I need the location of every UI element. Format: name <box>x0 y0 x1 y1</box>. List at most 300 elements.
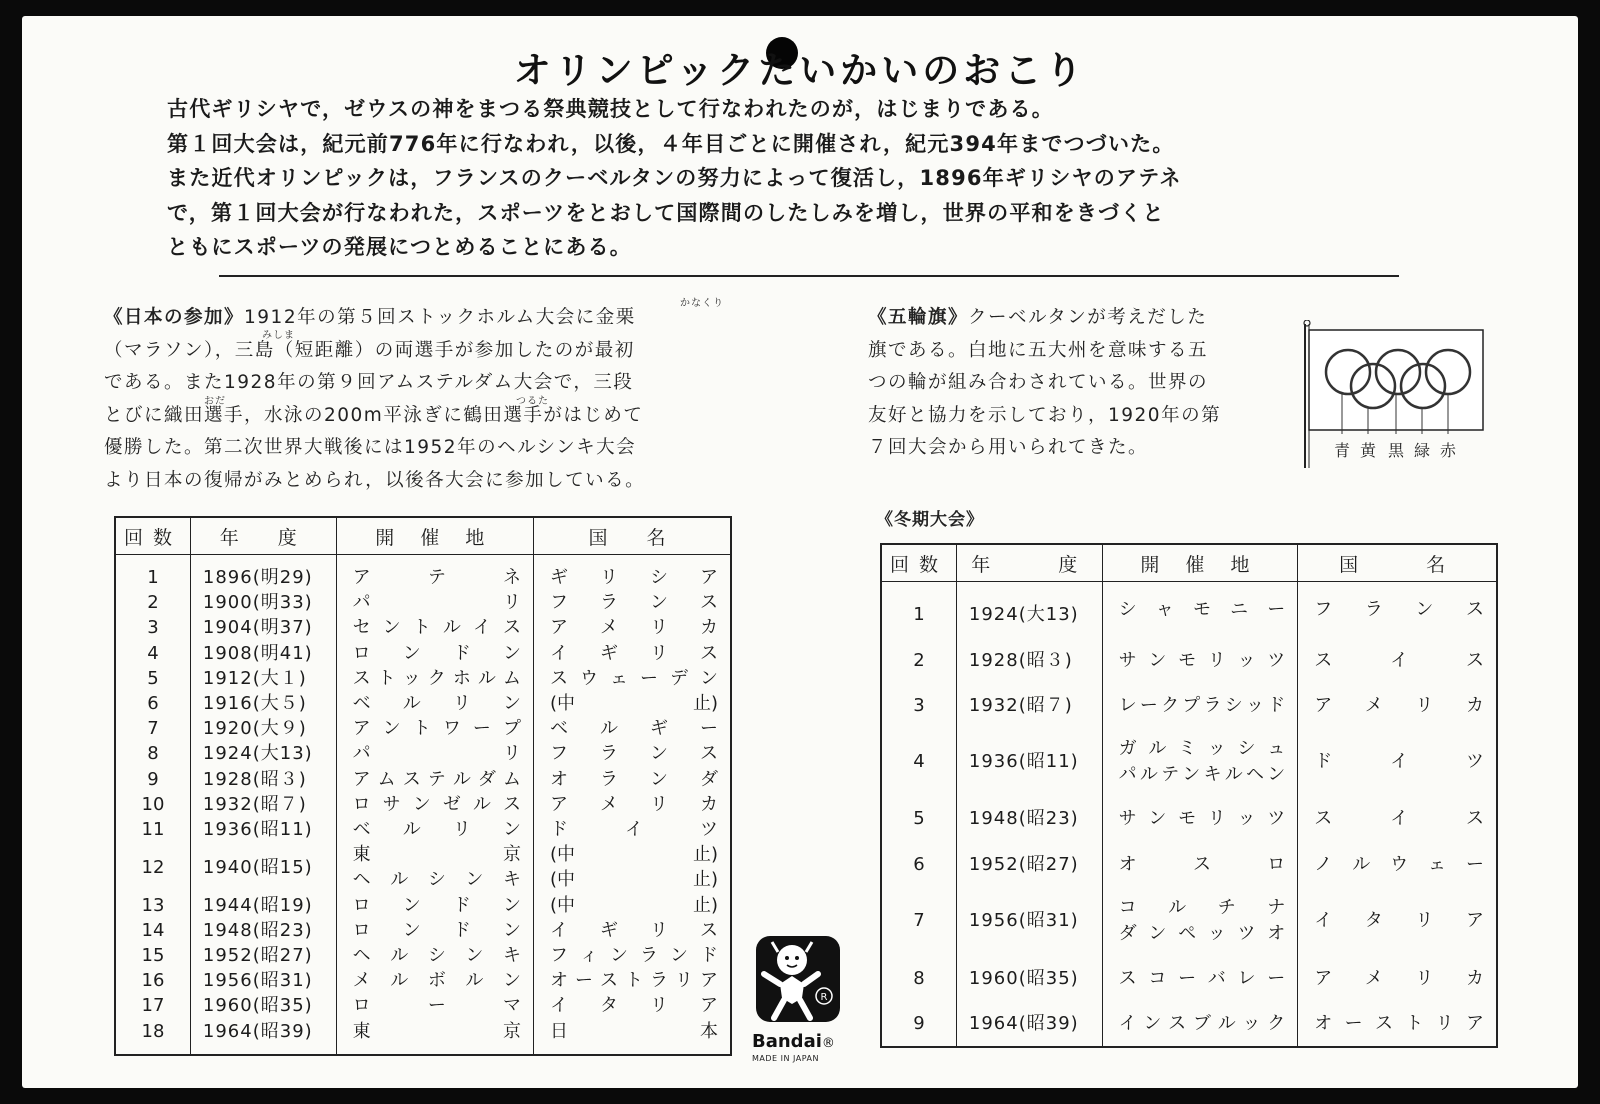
games-year <box>190 792 336 817</box>
char: ン <box>503 894 522 916</box>
char: リ <box>503 592 522 614</box>
char: ン <box>503 642 522 664</box>
games-number: 6 <box>115 691 190 716</box>
char: ル <box>1148 738 1167 759</box>
year-value: 1960 <box>202 995 253 1017</box>
char: ラ <box>600 743 619 765</box>
country-line <box>550 817 718 842</box>
char: ン <box>610 945 628 967</box>
char: ス <box>1465 599 1484 620</box>
char: ム <box>502 768 521 790</box>
host-city-cell <box>336 555 533 591</box>
host-city-cell <box>336 893 533 918</box>
winter-heading: 《冬期大会》 <box>876 510 984 530</box>
country-line <box>550 867 718 892</box>
char: リ <box>452 819 471 841</box>
host-city-line <box>353 1019 521 1044</box>
char: ア <box>352 567 371 588</box>
char: サ <box>1118 808 1137 829</box>
games-year <box>190 615 336 640</box>
char: ド <box>1267 694 1286 716</box>
country-cell <box>1298 582 1497 639</box>
country-line <box>550 565 718 590</box>
char: ッ <box>1237 808 1256 829</box>
games-number: 1 <box>115 555 190 591</box>
char: フ <box>550 743 569 765</box>
table-row <box>115 615 731 640</box>
year-value: 1900 <box>202 592 253 614</box>
char: イ <box>550 919 569 941</box>
header-country: 国 名 <box>1298 544 1497 582</box>
char: ダ <box>699 768 718 790</box>
games-number: 5 <box>115 666 190 691</box>
char: ニ <box>1230 599 1249 620</box>
char: ナ <box>1267 897 1286 918</box>
country-line <box>550 918 718 943</box>
games-number: 6 <box>881 842 956 887</box>
char: パ <box>352 743 371 765</box>
char: (中 <box>550 869 576 891</box>
country-line <box>550 943 718 968</box>
char: リ <box>650 642 668 664</box>
char: ア <box>699 970 718 992</box>
header-host-city: 開 催 地 <box>1102 544 1298 582</box>
games-number: 2 <box>115 590 190 615</box>
gorin-line: つの輪が組み合わされている。世界の <box>868 372 1209 393</box>
table-row <box>115 716 731 741</box>
country-cell <box>534 968 731 993</box>
era-value: (昭11) <box>252 819 313 841</box>
char: リ <box>1207 808 1226 829</box>
char: オ <box>1314 1013 1333 1034</box>
host-city-line <box>1119 1011 1286 1037</box>
char: バ <box>1207 967 1226 989</box>
char: ー <box>1139 694 1158 716</box>
country-cell <box>1298 796 1497 842</box>
char: 京 <box>503 1020 522 1042</box>
char: タ <box>600 995 619 1017</box>
char: フ <box>550 592 569 614</box>
table-row <box>115 641 731 666</box>
char: ギ <box>600 642 619 664</box>
era-value: (昭35) <box>252 995 313 1017</box>
char: フ <box>550 945 569 967</box>
host-city-line <box>353 817 521 842</box>
char: ス <box>1466 808 1484 829</box>
char: ア <box>699 995 718 1017</box>
char: シ <box>427 869 446 891</box>
char: ル <box>390 869 409 891</box>
char: ー <box>1267 599 1286 620</box>
char: リ <box>600 567 619 588</box>
char: ー <box>1267 967 1286 989</box>
char: モ <box>1178 649 1197 671</box>
char: ツ <box>1466 751 1484 772</box>
char: メ <box>600 793 619 815</box>
char: ス <box>1192 853 1211 875</box>
country-cell <box>534 716 731 741</box>
games-number: 11 <box>115 817 190 842</box>
era-value: (大９) <box>252 718 307 740</box>
host-city-line <box>1119 806 1286 832</box>
table-row <box>115 590 731 615</box>
host-city-line <box>353 767 521 792</box>
country-line <box>550 842 718 867</box>
ring-label: 青 <box>1333 441 1351 460</box>
year-value: 1964 <box>968 1013 1019 1034</box>
char: サ <box>1118 649 1137 671</box>
era-value: (昭３) <box>1018 649 1073 671</box>
country-cell <box>1298 1002 1497 1047</box>
char: イ <box>1118 1013 1137 1034</box>
country-line <box>550 792 718 817</box>
era-value: (昭27) <box>252 945 313 967</box>
char: ギ <box>550 567 569 588</box>
char: ュ <box>1267 738 1286 759</box>
era-value: (昭23) <box>252 919 313 941</box>
games-number: 3 <box>115 615 190 640</box>
games-number: 13 <box>115 893 190 918</box>
host-city-line <box>353 565 521 590</box>
year-value: 1936 <box>968 751 1019 772</box>
char: ッ <box>402 667 421 689</box>
host-city-cell <box>336 918 533 943</box>
games-year <box>190 555 336 591</box>
header-year: 年 度 <box>956 544 1102 582</box>
host-city-cell <box>1102 582 1298 639</box>
char: パ <box>1118 764 1137 785</box>
year-value: 1956 <box>968 910 1019 931</box>
char: リ <box>503 743 522 765</box>
year-value: 1912 <box>202 667 253 689</box>
bandai-logo <box>752 934 844 1063</box>
char: ル <box>390 945 409 967</box>
char: メ <box>352 970 371 992</box>
char: ル <box>1168 897 1187 918</box>
char: 止) <box>692 844 718 866</box>
table-row <box>115 842 731 892</box>
char: ダ <box>477 768 496 790</box>
char: ー <box>472 718 491 740</box>
char: テ <box>427 567 446 588</box>
char: リ <box>1415 967 1434 989</box>
gorin-line: 友好と協力を示しており，1920年の第 <box>868 404 1222 426</box>
char: リ <box>1415 910 1434 931</box>
host-city-line <box>353 615 521 640</box>
country-line <box>1314 852 1484 878</box>
char: ロ <box>352 995 371 1017</box>
char: コ <box>1118 897 1137 918</box>
gorin-heading: 《五輪旗》 <box>868 307 969 328</box>
bandai-mascot-icon <box>752 934 844 1026</box>
table-row <box>881 842 1497 887</box>
games-year <box>956 842 1102 887</box>
char: 京 <box>503 844 522 866</box>
char: ド <box>1314 751 1333 772</box>
era-value: (昭７) <box>252 793 307 815</box>
char: ウ <box>1390 853 1409 875</box>
era-value: (昭７) <box>1018 694 1073 716</box>
char: ド <box>550 819 569 841</box>
host-city-line <box>1119 597 1286 623</box>
char: 止) <box>692 869 718 891</box>
char: ス <box>699 919 718 941</box>
games-year <box>956 887 1102 955</box>
char: ア <box>1314 967 1333 989</box>
char: ツ <box>1267 649 1286 671</box>
year-value: 1928 <box>202 768 253 790</box>
host-city-line <box>353 590 521 615</box>
country-line <box>550 590 718 615</box>
char: ン <box>503 693 522 715</box>
year-value: 1952 <box>968 853 1019 875</box>
char: レ <box>1118 694 1137 716</box>
year-value: 1908 <box>202 642 253 664</box>
games-year <box>956 796 1102 842</box>
country-line <box>1314 908 1484 934</box>
country-cell <box>534 993 731 1018</box>
country-cell <box>1298 638 1497 683</box>
host-city-cell <box>336 993 533 1018</box>
char: ン <box>503 819 522 841</box>
country-cell <box>1298 728 1497 796</box>
year-value: 1948 <box>968 808 1019 829</box>
era-value: (昭11) <box>1018 751 1079 772</box>
summer-table-body <box>115 555 731 1055</box>
char: モ <box>1192 599 1211 620</box>
char: ル <box>390 970 409 992</box>
char: ム <box>502 667 521 689</box>
char: イ <box>1390 751 1409 772</box>
host-city-cell <box>1102 955 1298 1002</box>
char: ン <box>402 919 421 941</box>
games-number: 12 <box>115 842 190 892</box>
games-number: 8 <box>115 741 190 766</box>
char: シ <box>650 567 668 588</box>
char: ロ <box>352 919 371 941</box>
char: ン <box>465 945 484 967</box>
games-number: 15 <box>115 943 190 968</box>
char: オ <box>550 768 569 790</box>
header-year: 年 度 <box>190 517 336 555</box>
char: ス <box>699 592 718 614</box>
char: カ <box>699 617 718 639</box>
char: ア <box>1465 910 1484 931</box>
host-city-cell <box>336 641 533 666</box>
char: リ <box>1435 1013 1454 1034</box>
char: カ <box>699 793 718 815</box>
era-value: (昭19) <box>252 894 313 916</box>
host-city-cell <box>336 1019 533 1055</box>
char: 日 <box>550 1020 569 1042</box>
games-number: 18 <box>115 1019 190 1055</box>
char: ギ <box>650 718 668 740</box>
char: デ <box>669 667 688 689</box>
country-cell <box>534 555 731 591</box>
char: タ <box>1364 910 1383 931</box>
char: ン <box>650 768 668 790</box>
host-city-line <box>1119 693 1286 719</box>
winter-table-body <box>881 582 1497 1048</box>
ruby-oda: おだ <box>204 396 226 407</box>
country-cell <box>534 641 731 666</box>
table-row <box>115 918 731 943</box>
country-cell <box>534 893 731 918</box>
char: チ <box>1217 897 1236 918</box>
host-city-cell <box>1102 728 1298 796</box>
games-year <box>956 582 1102 639</box>
char: ム <box>377 768 396 790</box>
era-value: (昭15) <box>252 856 313 878</box>
char: ス <box>1314 649 1333 671</box>
char: マ <box>503 995 522 1017</box>
year-value: 1916 <box>202 693 253 715</box>
games-number: 7 <box>881 887 956 955</box>
char: ア <box>699 567 718 588</box>
made-in-japan: MADE IN JAPAN <box>752 1054 819 1063</box>
games-year <box>190 691 336 716</box>
char: ー <box>639 667 658 689</box>
char: 本 <box>700 1020 718 1042</box>
ruby-mishima: みしま <box>262 330 295 341</box>
char: イ <box>550 995 569 1017</box>
char: ス <box>502 617 521 639</box>
country-cell <box>534 767 731 792</box>
char: キ <box>1203 764 1222 785</box>
era-value: (明33) <box>252 592 313 614</box>
logo-badge: R <box>820 992 828 1003</box>
char: ヘ <box>352 869 371 891</box>
table-row <box>881 887 1497 955</box>
games-year <box>956 1002 1102 1047</box>
games-number: 3 <box>881 683 956 728</box>
char: ャ <box>1155 599 1174 620</box>
country-line <box>550 716 718 741</box>
char: ド <box>452 919 471 941</box>
ring-label: 黄 <box>1359 441 1377 460</box>
char: オ <box>550 970 569 992</box>
country-line <box>550 691 718 716</box>
games-year <box>956 638 1102 683</box>
games-number: 9 <box>115 767 190 792</box>
char: ン <box>465 869 484 891</box>
char: ロ <box>352 642 371 664</box>
char: ン <box>382 617 401 639</box>
char: リ <box>650 919 668 941</box>
country-line <box>550 968 718 993</box>
table-row <box>115 893 731 918</box>
char: (中 <box>550 693 576 715</box>
char: カ <box>1465 694 1484 716</box>
char: ル <box>465 970 484 992</box>
char: サ <box>382 793 401 815</box>
host-city-cell <box>1102 842 1298 887</box>
char: ロ <box>352 894 371 916</box>
char: ア <box>550 793 569 815</box>
era-value: (昭39) <box>252 1020 313 1042</box>
table-row <box>115 1019 731 1055</box>
table-row <box>115 741 731 766</box>
japan-line: 1912年の第５回ストックホルム大会に金栗 <box>244 307 636 328</box>
country-line <box>550 993 718 1018</box>
year-value: 1932 <box>968 694 1019 716</box>
host-city-line <box>353 893 521 918</box>
year-value: 1896 <box>202 567 253 588</box>
country-line <box>550 1019 718 1044</box>
ring-label: 赤 <box>1439 441 1457 460</box>
host-city-line <box>1119 895 1286 921</box>
games-number: 10 <box>115 792 190 817</box>
char: イ <box>1390 808 1409 829</box>
table-row <box>115 666 731 691</box>
char: リ <box>650 995 668 1017</box>
char: プ <box>502 718 521 740</box>
brand-name: Bandai <box>752 1031 822 1052</box>
games-number: 4 <box>881 728 956 796</box>
char: 東 <box>352 844 371 866</box>
games-year <box>190 943 336 968</box>
char: (中 <box>550 844 576 866</box>
char: ラ <box>639 945 658 967</box>
table-row <box>881 728 1497 796</box>
country-line <box>1314 693 1484 719</box>
char: ト <box>412 617 431 639</box>
char: ボ <box>427 970 446 992</box>
games-year <box>190 741 336 766</box>
country-line <box>550 893 718 918</box>
japan-line: 優勝した。第二次世界大戦後には1952年のヘルシンキ大会 <box>104 437 637 458</box>
char: イ <box>1314 910 1333 931</box>
header-host-city: 開 催 地 <box>336 517 533 555</box>
char: ラ <box>649 970 668 992</box>
ruby-kanakuri: かなくり <box>680 298 724 309</box>
intro-line: で，第１回大会が行なわれた，スポーツをとおして国際間のしたしみを増し，世界の平和をきづくと <box>167 200 1165 225</box>
host-city-cell <box>1102 887 1298 955</box>
host-city-line <box>1119 648 1286 674</box>
char: 止) <box>692 693 718 715</box>
country-cell <box>534 741 731 766</box>
char: ノ <box>1314 853 1333 875</box>
char: ン <box>699 667 718 689</box>
year-value: 1920 <box>202 718 253 740</box>
char: ワ <box>442 718 461 740</box>
char: ッ <box>1246 694 1264 716</box>
char: テ <box>427 768 446 790</box>
table-row <box>115 691 731 716</box>
games-year <box>190 817 336 842</box>
char: ス <box>600 970 618 992</box>
char: ト <box>412 718 431 740</box>
table-row <box>115 993 731 1018</box>
games-year <box>190 1019 336 1055</box>
ring-label: 緑 <box>1413 441 1431 460</box>
table-row <box>115 792 731 817</box>
char: ー <box>427 995 446 1017</box>
games-year <box>190 641 336 666</box>
char: キ <box>503 945 522 967</box>
gorin-line: ７回大会から用いられてきた。 <box>868 437 1149 458</box>
games-year <box>190 918 336 943</box>
char: ー <box>1344 1013 1363 1034</box>
ring-label: 黒 <box>1387 441 1405 460</box>
char: ー <box>1178 967 1197 989</box>
char: ン <box>402 894 421 916</box>
char: ロ <box>352 793 371 815</box>
era-value: (昭31) <box>252 970 313 992</box>
char: ク <box>1161 694 1180 716</box>
country-cell <box>534 590 731 615</box>
char: ッ <box>1237 649 1256 671</box>
